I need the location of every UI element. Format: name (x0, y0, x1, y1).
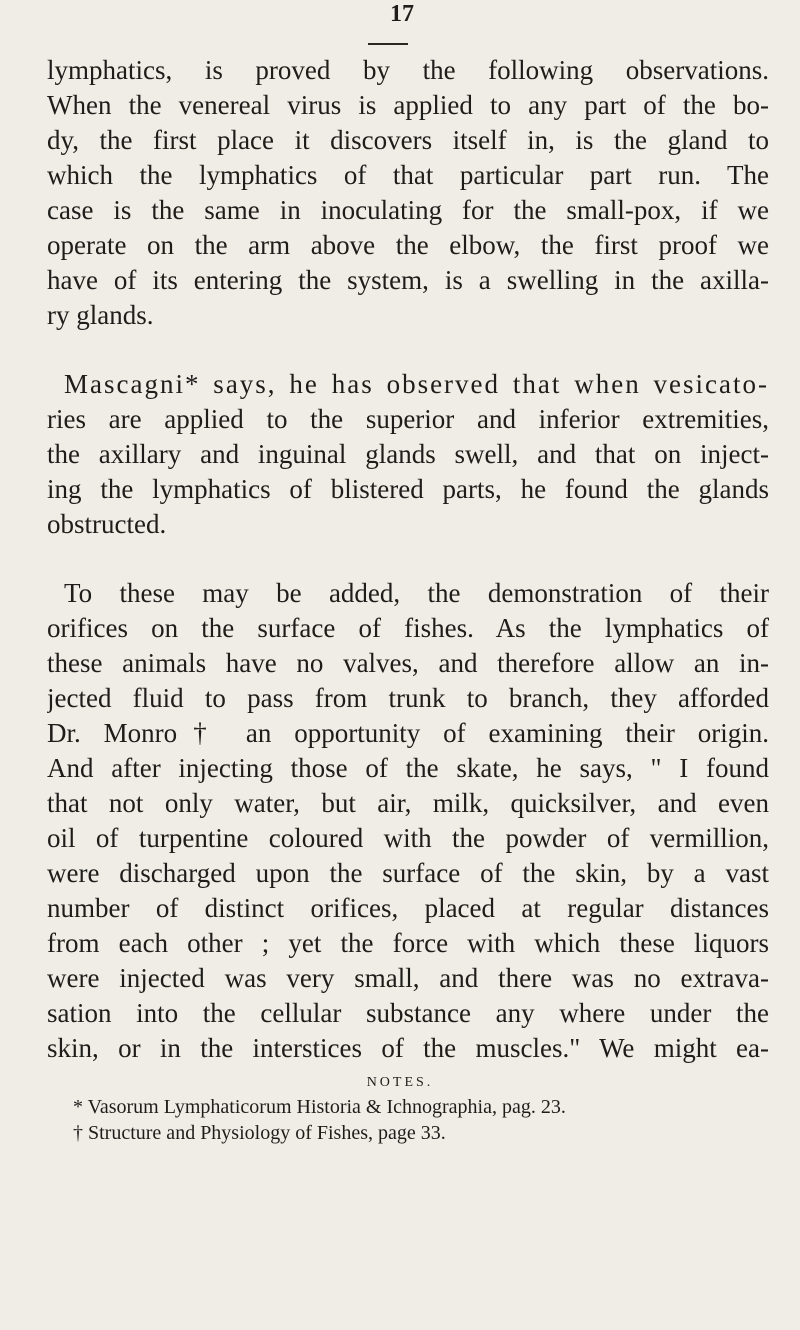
text-line: And after injecting those of the skate, he says, " I found (47, 753, 769, 783)
text-line: have of its entering the system, is a swelling in the axilla- (47, 265, 769, 295)
text-line: were discharged upon the surface of the skin, by a vast (47, 858, 769, 888)
text-line: ry glands. (47, 300, 154, 330)
text-line: lymphatics, is proved by the following observations. (47, 55, 769, 85)
text-line: ries are applied to the superior and inferior extremities, (47, 404, 769, 434)
text-line: oil of turpentine coloured with the powder of vermillion, (47, 823, 769, 853)
text-line: Dr. Monro† an opportunity of examining their origin. (47, 718, 769, 748)
header-rule (368, 43, 408, 45)
text-line: When the venereal virus is applied to any part of the bo- (47, 90, 769, 120)
text-line: from each other ; yet the force with which these liquors (47, 928, 769, 958)
page-number: 17 (390, 1, 414, 27)
footnotes (73, 1094, 773, 1146)
text-line: dy, the first place it discovers itself in, is the gland to (47, 125, 769, 155)
text-line: orifices on the surface of fishes. As the lymphatics of (47, 613, 769, 643)
footnote: † Structure and Physiology of Fishes, page 33. (73, 1122, 446, 1144)
text-line: case is the same in inoculating for the small-pox, if we (47, 195, 769, 225)
text-line: ing the lymphatics of blistered parts, he found the glands (47, 474, 769, 504)
paragraph (47, 576, 769, 1066)
text-line: these animals have no valves, and therefore allow an in- (47, 648, 769, 678)
text-line: were injected was very small, and there was no extrava- (47, 963, 769, 993)
text-line: the axillary and inguinal glands swell, and that on inject- (47, 439, 769, 469)
text-line: To these may be added, the demonstration of their (64, 578, 769, 608)
paragraph (47, 367, 769, 542)
text-line: Mascagni* says, he has observed that when vesicato- (64, 369, 769, 399)
body-text (47, 53, 769, 1066)
text-line: number of distinct orifices, placed at regular distances (47, 893, 769, 923)
paragraph (47, 53, 769, 333)
text-line: skin, or in the interstices of the muscles." We might ea- (47, 1033, 769, 1063)
footnote: * Vasorum Lymphaticorum Historia & Ichnographia, pag. 23. (73, 1096, 566, 1118)
text-line: which the lymphatics of that particular part run. The (47, 160, 769, 190)
text-line: operate on the arm above the elbow, the first proof we (47, 230, 769, 260)
text-line: sation into the cellular substance any where under the (47, 998, 769, 1028)
text-line: jected fluid to pass from trunk to branch, they afforded (47, 683, 769, 713)
text-line: that not only water, but air, milk, quicksilver, and even (47, 788, 769, 818)
notes-heading: NOTES. (366, 1075, 434, 1090)
text-line: obstructed. (47, 509, 167, 539)
